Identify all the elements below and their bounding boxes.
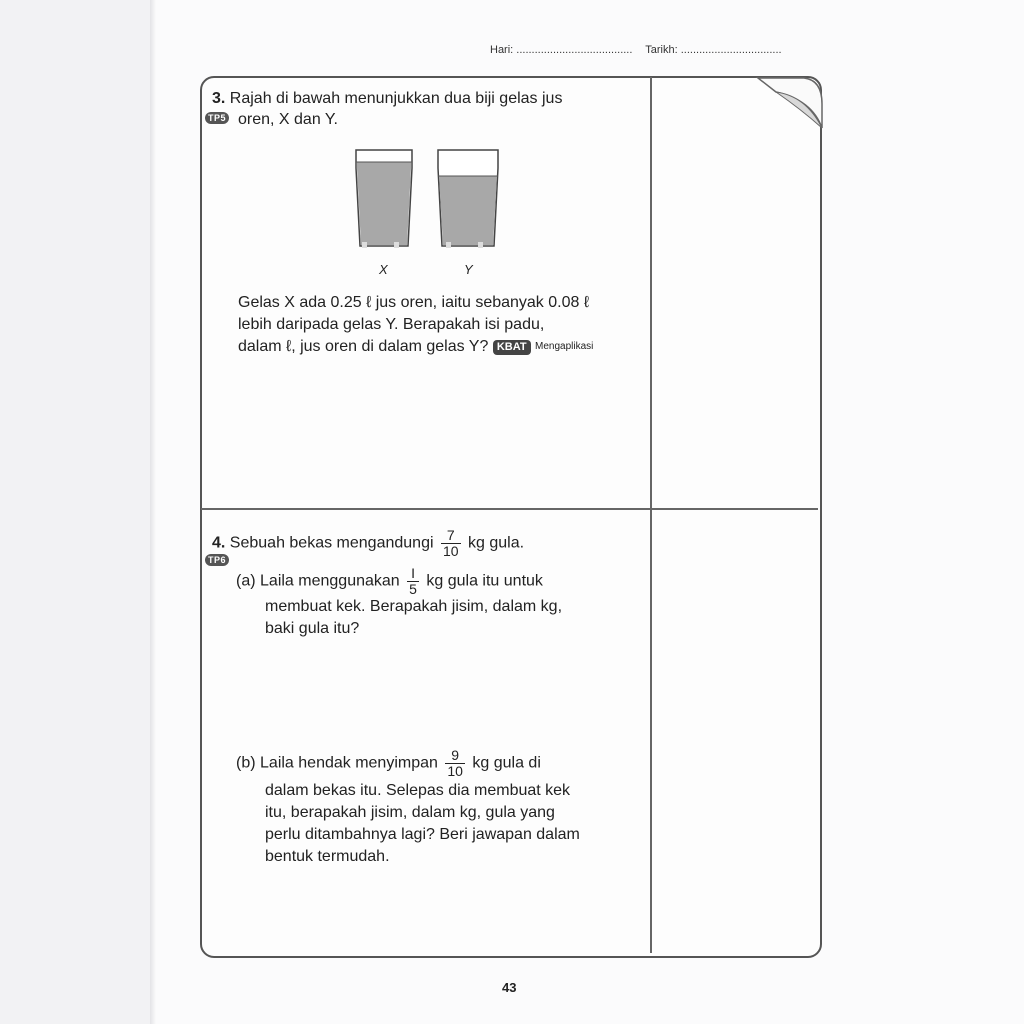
question-4-stem-post: kg gula. xyxy=(468,534,525,552)
fraction-9-10 xyxy=(445,748,465,779)
question-4b-line4: perlu ditambahnya lagi? Beri jawapan dalam xyxy=(265,826,580,843)
fraction-numerator: 9 xyxy=(445,748,465,764)
question-4a-line2: membuat kek. Berapakah jisim, dalam kg, xyxy=(265,598,563,615)
question-4-stem-pre: Sebuah bekas mengandungi xyxy=(229,534,434,552)
kbat-badge: KBAT xyxy=(493,340,531,355)
question-4b-line3: itu, berapakah jisim, dalam kg, gula yang xyxy=(265,804,555,821)
fraction-numerator: 7 xyxy=(441,528,461,544)
tp5-badge: TP5 xyxy=(205,112,229,124)
question-3-line1: Rajah di bawah menunjukkan dua biji gelas jus xyxy=(229,90,563,107)
question-4-stem xyxy=(212,528,524,559)
question-4a-line3: baki gula itu? xyxy=(265,620,360,637)
question-3-text3-row xyxy=(238,336,593,358)
question-3-number: 3. xyxy=(212,90,226,107)
question-3-text2: lebih daripada gelas Y. Berapakah isi padu, xyxy=(238,316,545,333)
question-4b-line1 xyxy=(236,748,541,779)
question-3-stem xyxy=(212,88,642,110)
question-4b-line2: dalam bekas itu. Selepas dia membuat kek xyxy=(265,782,571,799)
fraction-denominator: 10 xyxy=(442,543,459,559)
question-3-text1: Gelas X ada 0.25 ℓ jus oren, iaitu sebanyak 0.08 ℓ xyxy=(238,294,590,311)
date-header xyxy=(490,44,792,56)
question-4b-post: kg gula di xyxy=(472,754,541,772)
hari-field: Hari: ...................................... xyxy=(490,44,633,56)
question-3-line2: oren, X dan Y. xyxy=(238,111,338,128)
fraction-numerator: I xyxy=(407,566,419,582)
question-divider xyxy=(201,508,818,510)
fraction-denominator: 5 xyxy=(409,581,417,597)
tp6-badge: TP6 xyxy=(205,554,229,566)
fraction-1-5 xyxy=(407,566,419,597)
question-4a-pre: Laila menggunakan xyxy=(260,572,400,590)
page-edge xyxy=(150,0,156,1024)
tarikh-field: Tarikh: ................................. xyxy=(645,44,782,56)
page-curl-icon xyxy=(756,70,826,130)
fraction-denominator: 10 xyxy=(447,763,463,779)
question-4b-line5: bentuk termudah. xyxy=(265,848,390,865)
glass-y-icon xyxy=(438,150,498,248)
question-4b-label: (b) xyxy=(236,754,256,772)
question-4a-label: (a) xyxy=(236,572,256,590)
glasses-diagram xyxy=(350,146,506,256)
page-number: 43 xyxy=(502,980,517,995)
answer-column-divider xyxy=(650,77,652,953)
fraction-7-10 xyxy=(441,528,461,559)
glass-y-label: Y xyxy=(464,262,473,277)
glass-x-label: X xyxy=(379,262,388,277)
question-3-text3: dalam ℓ, jus oren di dalam gelas Y? xyxy=(238,338,489,356)
question-4a-line1 xyxy=(236,566,543,597)
glass-x-icon xyxy=(356,150,412,248)
kbat-skill-label: Mengaplikasi xyxy=(535,341,594,352)
question-4-number: 4. xyxy=(212,534,226,552)
question-4a-post: kg gula itu untuk xyxy=(426,572,543,590)
question-4b-pre: Laila hendak menyimpan xyxy=(260,754,438,772)
